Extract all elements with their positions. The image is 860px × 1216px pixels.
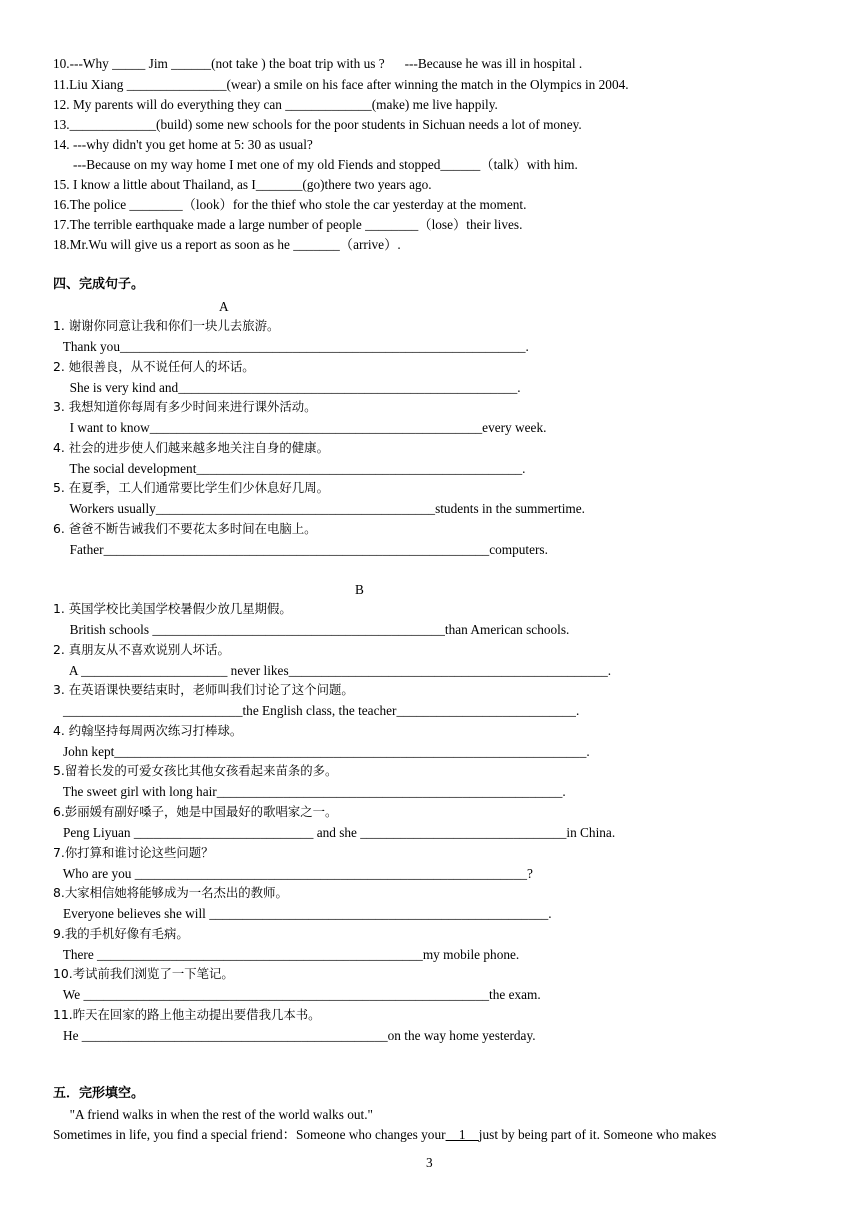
cloze-line: Sometimes in life, you find a special friend：Someone who changes your 1 just by being part of it. Someone who makes <box>53 1127 717 1142</box>
answer-line: John kept_______________________________________________________________________. <box>53 744 590 759</box>
section-heading: 四、完成句子。 <box>53 277 145 292</box>
cloze-blank: 1 <box>445 1127 479 1142</box>
answer-line: ___________________________the English class, the teacher___________________________. <box>53 703 580 718</box>
answer-line: Peng Liyuan ___________________________ and she _______________________________in China. <box>53 825 616 840</box>
chinese-prompt: 6.彭丽媛有副好嗓子，她是中国最好的歌唱家之一。 <box>53 804 338 819</box>
cloze-line: "A friend walks in when the rest of the world walks out." <box>53 1107 373 1122</box>
exercise-line: 13._____________(build) some new schools for the poor students in Sichuan needs a lot of money. <box>53 117 582 132</box>
chinese-prompt: 5.留着长发的可爱女孩比其他女孩看起来苗条的多。 <box>53 763 338 778</box>
chinese-prompt: 1. 谢谢你同意让我和你们一块儿去旅游。 <box>53 318 280 333</box>
exercise-line: 14. ---why didn't you get home at 5: 30 as usual? <box>53 137 313 152</box>
answer-line: We _____________________________________________________________the exam. <box>53 987 541 1002</box>
exercise-line: ---Because on my way home I met one of my old Fiends and stopped______（talk）with him. <box>53 157 578 172</box>
exercise-line: 16.The police ________（look）for the thief who stole the car yesterday at the moment. <box>53 197 527 212</box>
answer-line: Thank you_____________________________________________________________. <box>53 339 529 354</box>
chinese-prompt: 10.考试前我们浏览了一下笔记。 <box>53 966 234 981</box>
answer-line: Everyone believes she will ___________________________________________________. <box>53 906 552 921</box>
answer-line: Who are you ___________________________________________________________? <box>53 866 533 881</box>
chinese-prompt: 9.我的手机好像有毛病。 <box>53 926 189 941</box>
page-number: 3 <box>426 1155 433 1170</box>
answer-line: Workers usually__________________________________________students in the summertime. <box>53 501 586 516</box>
part-label: A <box>219 299 229 314</box>
chinese-prompt: 2. 真朋友从不喜欢说别人坏话。 <box>53 642 230 657</box>
answer-line: A ______________________ never likes________________________________________________. <box>53 663 612 678</box>
chinese-prompt: 1. 英国学校比美国学校暑假少放几星期假。 <box>53 601 292 616</box>
chinese-prompt: 6. 爸爸不断告诫我们不要花太多时间在电脑上。 <box>53 521 317 536</box>
chinese-prompt: 2. 她很善良，从不说任何人的坏话。 <box>53 359 255 374</box>
exercise-line: 17.The terrible earthquake made a large number of people ________（lose）their lives. <box>53 217 523 232</box>
chinese-prompt: 5. 在夏季，工人们通常要比学生们少休息好几周。 <box>53 480 329 495</box>
chinese-prompt: 8.大家相信她将能够成为一名杰出的教师。 <box>53 885 288 900</box>
answer-line: There _________________________________________________my mobile phone. <box>53 947 520 962</box>
exercise-line: 18.Mr.Wu will give us a report as soon as he _______（arrive）. <box>53 237 401 252</box>
answer-line: British schools ____________________________________________than American schools. <box>53 622 570 637</box>
chinese-prompt: 3. 我想知道你每周有多少时间来进行课外活动。 <box>53 399 317 414</box>
answer-line: The sweet girl with long hair____________________________________________________. <box>53 784 566 799</box>
chinese-prompt: 4. 社会的进步使人们越来越多地关注自身的健康。 <box>53 440 329 455</box>
chinese-prompt: 7.你打算和谁讨论这些问题？ <box>53 845 214 860</box>
exercise-line: 12. My parents will do everything they can _____________(make) me live happily. <box>53 97 498 112</box>
chinese-prompt: 11.昨天在回家的路上他主动提出要借我几本书。 <box>53 1007 321 1022</box>
answer-line: The social development_________________________________________________. <box>53 461 526 476</box>
answer-line: She is very kind and___________________________________________________. <box>53 380 521 395</box>
chinese-prompt: 4. 约翰坚持每周两次练习打棒球。 <box>53 723 243 738</box>
section-heading: 五．完形填空。 <box>53 1086 145 1101</box>
exercise-line: 10.---Why _____ Jim ______(not take ) the boat trip with us ? ---Because he was ill in hospital . <box>53 56 583 71</box>
answer-line: Father__________________________________________________________computers. <box>53 542 548 557</box>
answer-line: He ______________________________________________on the way home yesterday. <box>53 1028 536 1043</box>
exercise-line: 11.Liu Xiang _______________(wear) a smile on his face after winning the match in the Olympics in 2004. <box>53 77 629 92</box>
exercise-line: 15. I know a little about Thailand, as I_______(go)there two years ago. <box>53 177 432 192</box>
chinese-prompt: 3. 在英语课快要结束时，老师叫我们讨论了这个问题。 <box>53 682 354 697</box>
part-label: B <box>355 582 364 597</box>
answer-line: I want to know__________________________________________________every week. <box>53 420 547 435</box>
